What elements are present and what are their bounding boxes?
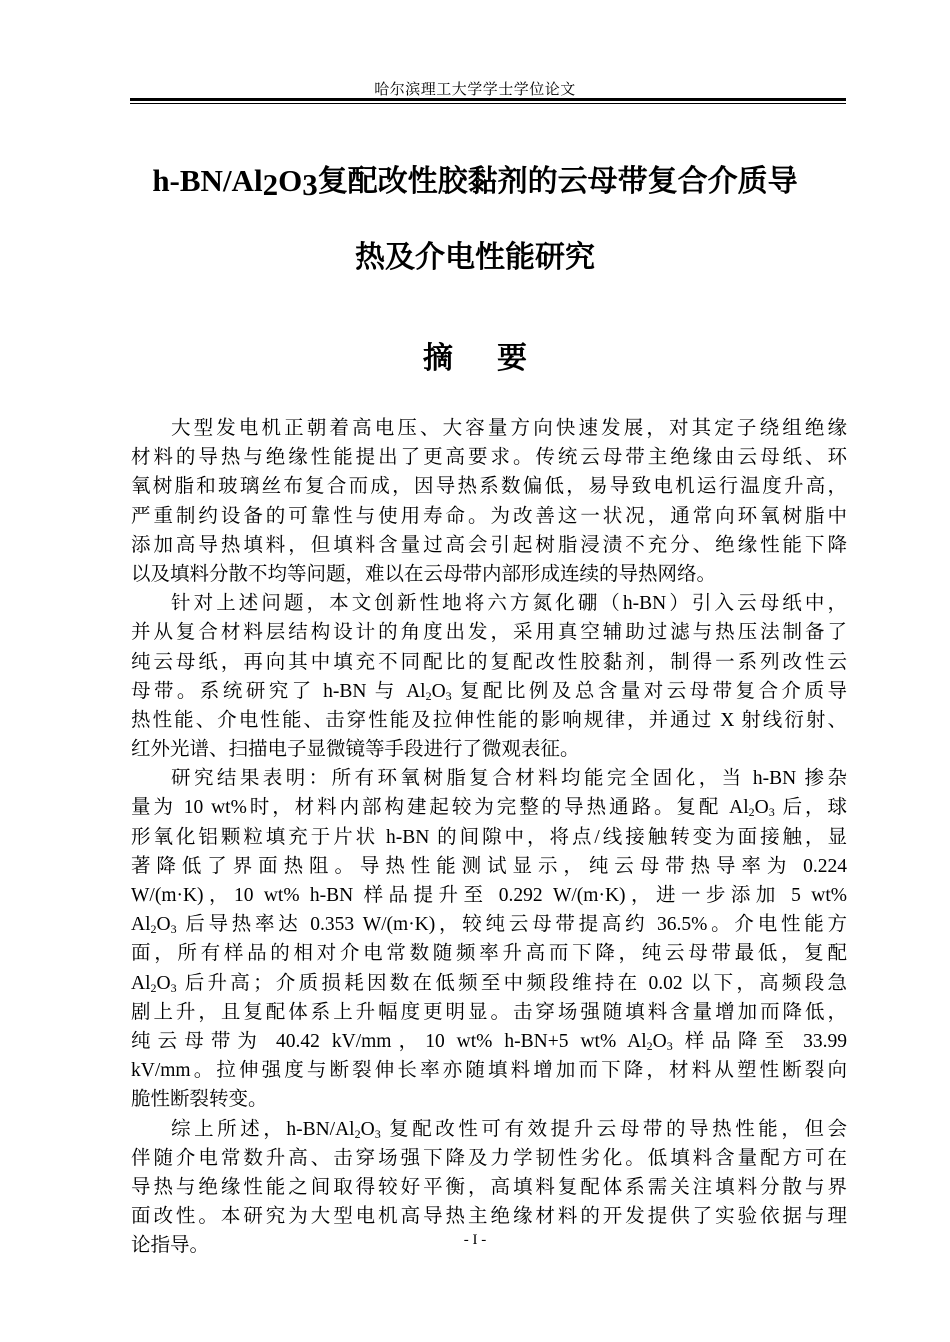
text-line: 纯云母带为 40.42 kV/mm，10 wt% h-BN+5 wt% $Al_2O_3$ 样品降至 33.99 — [131, 1030, 847, 1053]
text-line: 热性能、介电性能、击穿性能及拉伸性能的影响规律，并通过 X 射线衍射、 — [131, 709, 847, 731]
text-line: 面，所有样品的相对介电常数随频率升高而下降，纯云母带最低，复配 — [131, 943, 847, 965]
title-formula-o: O — [278, 163, 303, 198]
text-line: 添加高导热填料，但填料含量过高会引起树脂浸渍不充分、绝缘性能下降 — [131, 534, 847, 556]
text-line: 严重制约设备的可靠性与使用寿命。为改善这一状况，通常向环氧树脂中 — [131, 505, 847, 527]
title-formula-prefix: h-BN/Al — [152, 163, 263, 198]
text-line: 并从复合材料层结构设计的角度出发，采用真空辅助过滤与热压法制备了 — [131, 622, 847, 644]
text-line: 大型发电机正朝着高电压、大容量方向快速发展，对其定子绕组绝缘 — [171, 418, 847, 439]
text-line: 综上所述，$h-BN/Al_2O_3$ 复配改性可有效提升云母带的导热性能，但会 — [171, 1118, 847, 1141]
page-number: - I - — [463, 1232, 487, 1248]
abstract-body — [131, 414, 847, 1260]
thesis-title-line-1 — [100, 156, 850, 200]
abstract-heading: 摘要 — [423, 341, 571, 376]
text-line: 量为 10 wt%时，材料内部构建起较为完整的导热通路。复配 $Al_2O_3$ 后，球 — [131, 797, 847, 820]
text-line: 材料的导热与绝缘性能提出了更高要求。传统云母带主绝缘由云母纸、环 — [131, 447, 847, 469]
text-line: 剧上升，且复配体系上升幅度更明显。击穿场强随填料含量增加而降低， — [131, 1001, 847, 1023]
title-rest: 复配改性胶黏剂的云母带复合介质导 — [317, 164, 798, 199]
text-line: 面改性。本研究为大型电机高导热主绝缘材料的开发提供了实验依据与理 — [131, 1206, 847, 1228]
text-line: 针对上述问题，本文创新性地将六方氮化硼（h-BN）引入云母纸中， — [171, 593, 847, 615]
text-line: 以及填料分散不均等问题，难以在云母带内部形成连续的导热网络。 — [131, 563, 717, 585]
thesis-title-line-2: 热及介电性能研究 — [355, 240, 595, 275]
text-line: 研究结果表明：所有环氧树脂复合材料均能完全固化，当 h-BN 掺杂 — [171, 768, 847, 790]
text-line: W/(m·K)，10 wt% h-BN 样品提升至 0.292 W/(m·K)，进一步添加 5 wt% — [131, 885, 847, 906]
text-line: $Al_2O_3$ 后导热率达 0.353 W/(m·K)，较纯云母带提高约 36.5%。介电性能方 — [131, 914, 847, 937]
text-line: 伴随介电常数升高、击穿场强下降及力学韧性劣化。低填料含量配方可在 — [131, 1147, 847, 1169]
header-rule-thick — [130, 98, 846, 101]
text-line: 红外光谱、扫描电子显微镜等手段进行了微观表征。 — [131, 739, 580, 761]
text-line: 论指导。 — [131, 1235, 210, 1257]
text-line: 著降低了界面热阻。导热性能测试显示，纯云母带热导率为 0.224 — [131, 855, 847, 877]
text-line: 纯云母纸，再向其中填充不同配比的复配改性胶黏剂，制得一系列改性云 — [131, 651, 847, 673]
header-rule-thin — [130, 103, 846, 104]
text-line: kV/mm。拉伸强度与断裂伸长率亦随填料增加而下降，材料从塑性断裂向 — [131, 1060, 847, 1082]
text-line: 导热与绝缘性能之间取得较好平衡，高填料复配体系需关注填料分散与界 — [131, 1176, 847, 1198]
text-line: 形氧化铝颗粒填充于片状 h-BN 的间隙中，将点/线接触转变为面接触，显 — [131, 826, 847, 848]
title-sub-2: 2 — [262, 167, 279, 202]
text-line: $Al_2O_3$ 后升高；介质损耗因数在低频至中频段维持在 0.02 以下，高频段急 — [131, 972, 847, 995]
title-sub-3: 3 — [302, 167, 318, 202]
text-line: 氧树脂和玻璃丝布复合而成，因导热系数偏低，易导致电机运行温度升高， — [131, 476, 847, 498]
text-line: 脆性断裂转变。 — [131, 1089, 268, 1111]
running-header: 哈尔滨理工大学学士学位论文 — [374, 80, 576, 98]
text-line: 母带。系统研究了 h-BN 与 $Al_2O_3$ 复配比例及总含量对云母带复合介质导 — [131, 680, 847, 703]
